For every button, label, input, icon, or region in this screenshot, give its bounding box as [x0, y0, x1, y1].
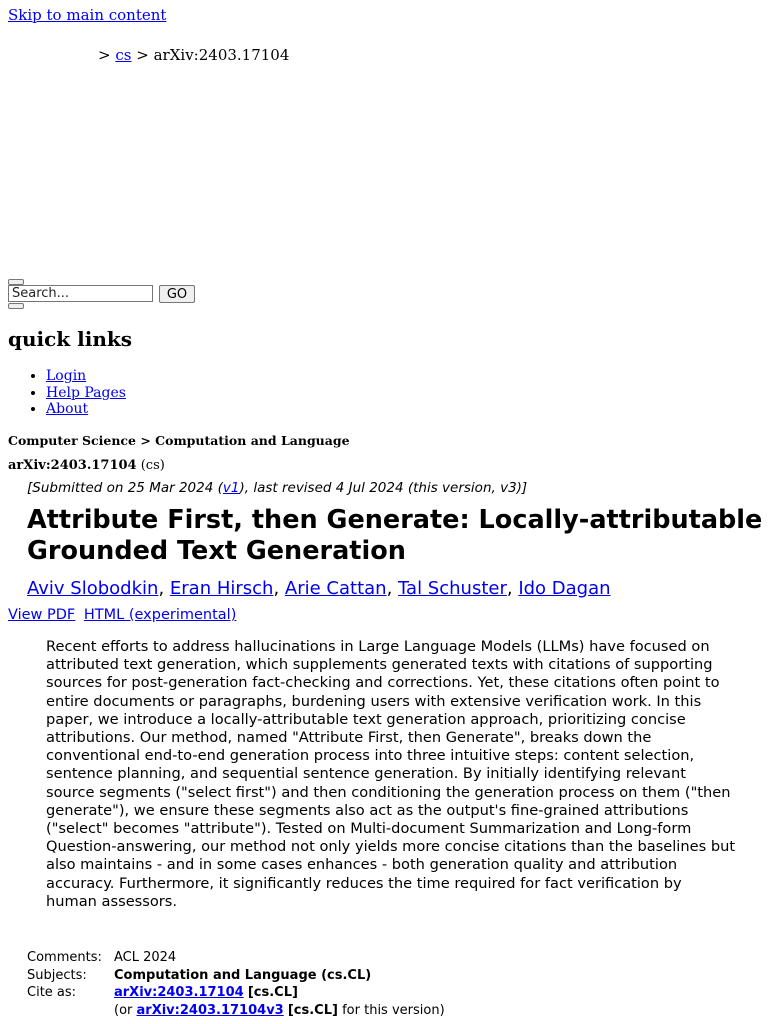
help-pages-link[interactable]: Help Pages [46, 384, 126, 401]
quick-links-heading: quick links [8, 327, 132, 351]
breadcrumb-separator: > [136, 46, 149, 64]
quick-links-list [8, 368, 126, 418]
subjects-row [27, 967, 445, 985]
author-link[interactable]: Aviv Slobodkin [27, 578, 159, 599]
comments-value: ACL 2024 [114, 950, 177, 965]
paper-id: arXiv:2403.17104 [8, 458, 137, 473]
search-go-button[interactable]: GO [159, 285, 195, 303]
author-link[interactable]: Ido Dagan [518, 578, 611, 599]
comments-row [27, 949, 445, 967]
author-separator: , [158, 578, 170, 599]
abstract-text: Recent efforts to address hallucinations in Large Language Models (LLMs) have focused on attributed text generation, which supplements generated texts with citations of supporting sources for post-generation fact-checking and corrections. Yet, these citations often point to entire documents or paragraphs, burdening users with extensive verification work. In this paper, we introduce a locally-attributable text generation approach, prioritizing concise attributions. Our method, named "Attribute First, then Generate", breaks down the conventional end-to-end generation process into three intuitive steps: content selection, sentence planning, and sequential sentence generation. By initially identifying relevant source segments ("select first") and then conditioning the generation process on them ("then generate"), we ensure these segments also act as the output's fine-grained attributions ("select" becomes "attribute"). Tested on Multi-document Summarization and Long-form Question-answering, our method not only yields more concise citations than the baselines but also maintains - and in some cases enhances - both generation quality and attribution accuracy. Furthermore, it significantly reduces the time required for fact verification by human assessors. [46, 638, 736, 910]
submission-dateline [27, 480, 527, 496]
subjects-value: Computation and Language (cs.CL) [114, 967, 372, 983]
html-experimental-link[interactable]: HTML (experimental) [83, 607, 237, 623]
cite-version-link[interactable]: arXiv:2403.17104v3 [136, 1002, 284, 1018]
author-link[interactable]: Tal Schuster [398, 578, 507, 599]
version-v1-link[interactable]: v1 [222, 480, 240, 496]
cite-version-row [27, 1002, 445, 1020]
submitted-prefix: [Submitted on 25 Mar 2024 ( [27, 480, 223, 496]
breadcrumb-cs-link[interactable]: cs [115, 46, 132, 64]
author-separator: , [386, 578, 399, 599]
skip-to-main-link[interactable]: Skip to main content [8, 6, 167, 24]
cite-version-prefix: (or [114, 1002, 133, 1018]
search-input[interactable] [8, 285, 153, 302]
paper-id-line [8, 458, 165, 473]
submitted-suffix: ), last revised 4 Jul 2024 (this version, v3)] [239, 480, 528, 496]
paper-category: (cs) [140, 458, 165, 473]
view-pdf-link[interactable]: View PDF [8, 607, 76, 623]
cite-version-suffix: for this version) [342, 1002, 445, 1018]
collapsed-toggle-button[interactable] [8, 303, 24, 309]
about-link[interactable]: About [46, 401, 89, 417]
author-link[interactable]: Eran Hirsch [169, 578, 274, 599]
breadcrumb [98, 46, 289, 64]
breadcrumb-current: arXiv:2403.17104 [153, 46, 290, 64]
breadcrumb-separator: > [98, 46, 111, 64]
author-list [27, 578, 611, 599]
cite-as-row [27, 984, 445, 1002]
author-separator: , [506, 578, 519, 599]
subject-header: Computer Science > Computation and Language [8, 433, 350, 448]
cite-as-value [114, 984, 445, 1002]
subjects-label: Subjects: [27, 967, 87, 983]
login-link[interactable]: Login [46, 368, 87, 384]
quick-link-item [46, 368, 126, 385]
cite-category-tag: [cs.CL] [247, 985, 298, 1000]
metadata-table [27, 949, 445, 1019]
author-separator: , [273, 578, 285, 599]
cite-link[interactable]: arXiv:2403.17104 [114, 985, 244, 1000]
quick-link-item [46, 401, 126, 418]
cite-version-tag: [cs.CL] [287, 1002, 338, 1018]
author-link[interactable]: Arie Cattan [284, 578, 387, 599]
cite-as-label: Cite as: [27, 985, 77, 1000]
comments-label: Comments: [27, 950, 102, 965]
cite-version-value [114, 1002, 445, 1020]
quick-link-item [46, 385, 126, 402]
full-text-links [8, 607, 240, 623]
paper-title: Attribute First, then Generate: Locally-attributable Grounded Text Generation [27, 505, 763, 566]
